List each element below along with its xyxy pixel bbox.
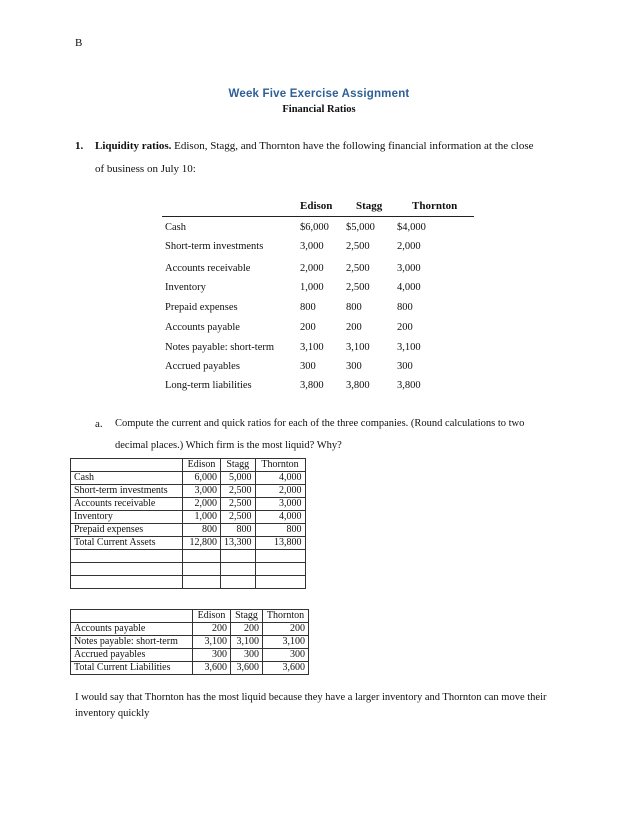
edison-cell: 12,800 (183, 537, 221, 550)
edison-cell: 3,100 (193, 636, 231, 649)
thornton-cell: 13,800 (255, 537, 305, 550)
answer-text: I would say that Thornton has the most liquid because they have a larger inventory and Thornton can move their inventory quickly (75, 692, 547, 719)
table-header-row (71, 610, 309, 623)
info-row (0, 241, 638, 261)
table-row-empty (71, 576, 306, 589)
info-row-label: Prepaid expenses (165, 302, 238, 313)
info-stagg-value: 2,500 (346, 263, 370, 274)
row-label: Total Current Assets (71, 537, 183, 550)
info-row-label: Accounts payable (165, 322, 240, 333)
thornton-cell: 800 (255, 524, 305, 537)
info-thornton-value: 4,000 (397, 282, 421, 293)
info-row (0, 263, 638, 283)
info-thornton-value: 2,000 (397, 241, 421, 252)
thornton-cell: 4,000 (255, 511, 305, 524)
thornton-cell: 3,100 (263, 636, 309, 649)
current-liabilities-table (70, 609, 309, 675)
stagg-cell: 800 (221, 524, 256, 537)
current-assets-table (70, 458, 306, 589)
stagg-cell: 2,500 (221, 511, 256, 524)
row-label: Inventory (71, 511, 183, 524)
stagg-cell: 13,300 (221, 537, 256, 550)
info-edison-value: 2,000 (300, 263, 324, 274)
info-header-thornton: Thornton (412, 200, 458, 212)
info-stagg-value: 2,500 (346, 282, 370, 293)
info-row (0, 302, 638, 322)
info-thornton-value: 300 (397, 361, 413, 372)
part-a-letter: a. (95, 418, 103, 430)
table-row (71, 623, 309, 636)
thornton-cell: 200 (263, 623, 309, 636)
info-row (0, 222, 638, 242)
info-edison-value: 3,000 (300, 241, 324, 252)
question-text-line1 (95, 140, 575, 152)
table-header-thornton: Thornton (263, 610, 309, 623)
info-header-edison: Edison (300, 200, 333, 212)
row-label: Notes payable: short-term (71, 636, 193, 649)
info-stagg-value: 2,500 (346, 241, 370, 252)
info-edison-value: 3,800 (300, 380, 324, 391)
stagg-cell: 3,100 (231, 636, 263, 649)
info-edison-value: 1,000 (300, 282, 324, 293)
info-edison-value: 800 (300, 302, 316, 313)
table-row (71, 472, 306, 485)
info-row-label: Accounts receivable (165, 263, 251, 274)
table-row (71, 636, 309, 649)
question-text: Edison, Stagg, and Thornton have the following financial information at the close (171, 140, 534, 152)
table-header-blank (71, 459, 183, 472)
row-label: Short-term investments (71, 485, 183, 498)
thornton-cell: 300 (263, 649, 309, 662)
part-a-text-line1: Compute the current and quick ratios for each of the three companies. (Round calculations to two (115, 418, 525, 429)
question-number: 1. (75, 140, 84, 152)
table-row (71, 524, 306, 537)
stagg-cell: 3,600 (231, 662, 263, 675)
info-thornton-value: 3,000 (397, 263, 421, 274)
table-header-stagg: Stagg (231, 610, 263, 623)
stagg-cell: 2,500 (221, 485, 256, 498)
table-header-edison: Edison (183, 459, 221, 472)
table-row-empty (71, 550, 306, 563)
table-header-thornton: Thornton (255, 459, 305, 472)
info-row (0, 282, 638, 302)
table-row-empty (71, 563, 306, 576)
edison-cell: 800 (183, 524, 221, 537)
info-thornton-value: 200 (397, 322, 413, 333)
info-stagg-value: 800 (346, 302, 362, 313)
table-row (71, 498, 306, 511)
table-row (71, 485, 306, 498)
table-header-edison: Edison (193, 610, 231, 623)
table-row-total (71, 537, 306, 550)
info-row-label: Accrued payables (165, 361, 240, 372)
info-row-label: Short-term investments (165, 241, 264, 252)
info-thornton-value: 800 (397, 302, 413, 313)
table-header-row (71, 459, 306, 472)
edison-cell: 3,000 (183, 485, 221, 498)
table-row-total (71, 662, 309, 675)
table-row (71, 511, 306, 524)
info-row-label: Inventory (165, 282, 206, 293)
stagg-cell: 200 (231, 623, 263, 636)
info-thornton-value: 3,100 (397, 342, 421, 353)
edison-cell: 6,000 (183, 472, 221, 485)
stagg-cell: 300 (231, 649, 263, 662)
row-label: Accounts payable (71, 623, 193, 636)
thornton-cell: 4,000 (255, 472, 305, 485)
info-stagg-value: 200 (346, 322, 362, 333)
stagg-cell: 5,000 (221, 472, 256, 485)
row-label: Accrued payables (71, 649, 193, 662)
info-thornton-value: $4,000 (397, 222, 426, 233)
info-stagg-value: 3,800 (346, 380, 370, 391)
table-row (71, 649, 309, 662)
thornton-cell: 3,600 (263, 662, 309, 675)
thornton-cell: 2,000 (255, 485, 305, 498)
info-edison-value: 3,100 (300, 342, 324, 353)
info-row-label: Notes payable: short-term (165, 342, 275, 353)
info-row-label: Cash (165, 222, 186, 233)
info-stagg-value: $5,000 (346, 222, 375, 233)
row-label: Total Current Liabilities (71, 662, 193, 675)
info-header-stagg: Stagg (356, 200, 383, 212)
row-label: Cash (71, 472, 183, 485)
row-label: Accounts receivable (71, 498, 183, 511)
stagg-cell: 2,500 (221, 498, 256, 511)
info-stagg-value: 300 (346, 361, 362, 372)
edison-cell: 300 (193, 649, 231, 662)
info-row-label: Long-term liabilities (165, 380, 252, 391)
table-header-stagg: Stagg (221, 459, 256, 472)
document-subtitle: Financial Ratios (282, 104, 356, 115)
info-row (0, 361, 638, 381)
row-label: Prepaid expenses (71, 524, 183, 537)
edison-cell: 3,600 (193, 662, 231, 675)
info-row (0, 342, 638, 362)
edison-cell: 200 (193, 623, 231, 636)
info-edison-value: 200 (300, 322, 316, 333)
part-a-text-line2: decimal places.) Which firm is the most liquid? Why? (115, 440, 342, 451)
question-heading: Liquidity ratios. (95, 140, 172, 152)
info-edison-value: 300 (300, 361, 316, 372)
question-text-line2: of business on July 10: (95, 163, 196, 175)
info-row (0, 380, 638, 400)
info-edison-value: $6,000 (300, 222, 329, 233)
thornton-cell: 3,000 (255, 498, 305, 511)
edison-cell: 1,000 (183, 511, 221, 524)
table-header-blank (71, 610, 193, 623)
document-title: Week Five Exercise Assignment (228, 88, 410, 100)
info-stagg-value: 3,100 (346, 342, 370, 353)
info-thornton-value: 3,800 (397, 380, 421, 391)
info-row (0, 322, 638, 342)
edison-cell: 2,000 (183, 498, 221, 511)
corner-mark: B (75, 37, 83, 49)
info-header-rule (162, 216, 474, 217)
